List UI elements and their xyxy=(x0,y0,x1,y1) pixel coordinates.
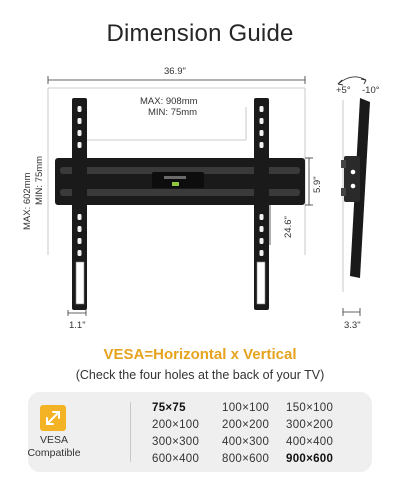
vesa-subtitle: (Check the four holes at the back of your TV) xyxy=(75,368,325,382)
vesa-cell: 200×200 xyxy=(222,419,270,431)
vesa-cell: 150×100 xyxy=(286,402,334,414)
vesa-cell: 400×400 xyxy=(286,436,334,448)
plate-height-label: 5.9" xyxy=(312,176,323,193)
arm-height-label: 24.6" xyxy=(283,216,294,238)
side-depth-label: 3.3" xyxy=(344,320,361,331)
vesa-cell: 200×100 xyxy=(152,419,200,431)
min-horizontal-label: MIN: 75mm xyxy=(148,107,198,118)
bottom-depth-label: 1.1" xyxy=(69,320,86,331)
vesa-cell: 100×100 xyxy=(222,402,270,414)
tilt-arrow-icon xyxy=(338,77,366,85)
vesa-title: VESA=Horizontal x Vertical xyxy=(103,346,297,363)
vesa-divider xyxy=(130,402,131,462)
vesa-cell: 600×400 xyxy=(152,453,200,465)
vesa-badge-line2: Compatible xyxy=(27,447,81,459)
diagonal-arrows-icon xyxy=(40,405,66,431)
vesa-cell: 900×600 xyxy=(286,453,334,465)
tv-wall-bracket-icon xyxy=(55,98,305,310)
vesa-cell: 300×300 xyxy=(152,436,200,448)
width-total-label: 36.9" xyxy=(164,66,186,77)
min-vertical-label: MIN: 75mm xyxy=(34,155,45,205)
vesa-cell: 800×600 xyxy=(222,453,270,465)
tilt-down-label: -10° xyxy=(362,85,380,96)
vesa-badge-line1: VESA xyxy=(39,434,68,446)
max-horizontal-label: MAX: 908mm xyxy=(140,96,198,107)
vesa-cell: 400×300 xyxy=(222,436,270,448)
vesa-cell: 300×200 xyxy=(286,419,334,431)
bracket-side-diagram xyxy=(320,60,390,330)
vesa-badge-label xyxy=(22,434,86,460)
vesa-cell: 75×75 xyxy=(152,402,186,414)
tilt-up-label: +5° xyxy=(336,85,351,96)
max-vertical-label: MAX: 602mm xyxy=(22,172,33,230)
page-title: Dimension Guide xyxy=(106,20,294,47)
vesa-badge xyxy=(40,405,66,431)
